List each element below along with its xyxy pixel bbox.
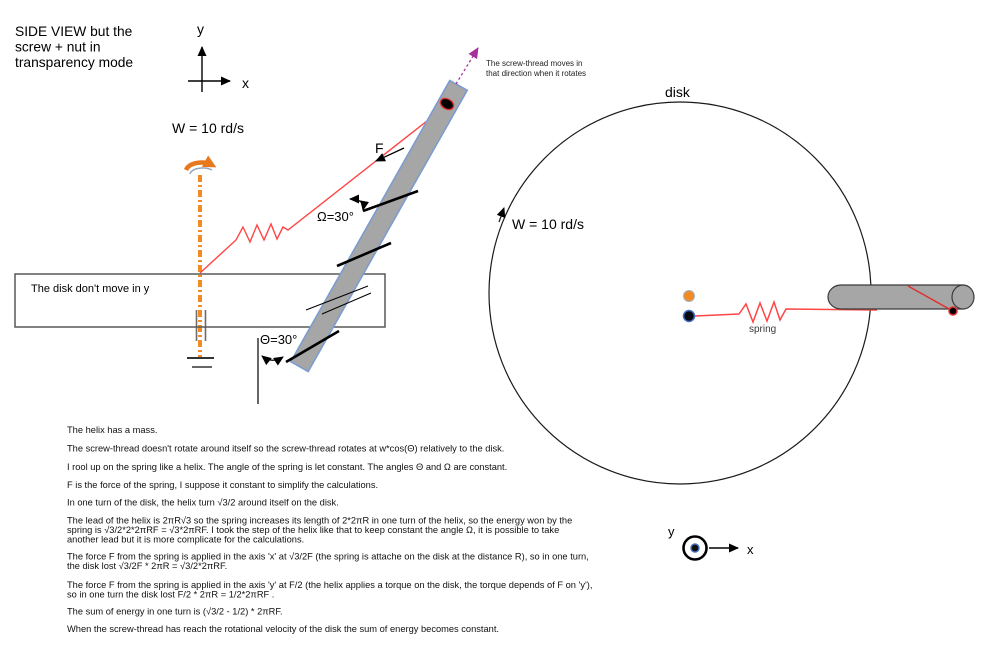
cylinder-end-cap (952, 285, 974, 309)
note-line: The lead of the helix is 2πR√3 so the spring increases its length of 2*2πR in one turn of the helix, so the energy won by the (67, 515, 573, 526)
force-label: F (375, 140, 384, 156)
note-line: another lead but it is more complicate for the calculations. (67, 534, 305, 545)
note-line: The force F from the spring is applied in the axis 'x' at √3/2F (the spring is attache on the disk at the distance R), so in one turn, (67, 551, 589, 562)
side-view-title-line: SIDE VIEW but the (15, 24, 133, 39)
y-axis-label: y (197, 21, 204, 37)
disk-angular-velocity-label: W = 10 rd/s (512, 216, 584, 232)
theta-angle-label: Θ=30° (260, 332, 298, 347)
angular-velocity-label: W = 10 rd/s (172, 120, 244, 136)
y-out-of-page-dot (691, 544, 699, 552)
front-view-axes (668, 524, 754, 560)
theta-angle-arc (262, 356, 283, 360)
notes-block (67, 425, 592, 634)
omega-angle-label: Ω=30° (317, 209, 354, 224)
cylinder-anchor-dot (949, 307, 957, 315)
disk-center-orange-dot (684, 291, 695, 302)
x-axis-label: x (747, 542, 754, 557)
note-line: I rool up on the spring like a helix. The angle of the spring is let constant. The angles Θ and Ω are constant. (67, 462, 508, 472)
side-view-title-line: transparency mode (15, 55, 134, 70)
ground-symbol (187, 358, 214, 367)
rotation-arrow-shadow (190, 168, 212, 174)
y-axis-label: y (668, 524, 675, 539)
disk-box-note: The disk don't move in y (31, 283, 150, 295)
side-view-axes (188, 21, 249, 92)
note-line: F is the force of the spring, I suppose it constant to simplify the calculations. (67, 480, 379, 490)
screw-thread-cylinder (828, 285, 974, 309)
note-line: The screw-thread doesn't rotate around itself so the screw-thread rotates at w*cos(Θ) relatively to the disk. (67, 443, 505, 454)
note-line: The force F from the spring is applied in the axis 'y' at F/2 (the helix applies a torque on the disk, the torque depends of F on 'y'), (67, 580, 593, 590)
spring-label: spring (749, 324, 777, 335)
thread-motion-note-line: The screw-thread moves in (486, 59, 583, 68)
note-line: so in one turn the disk lost F/2 * 2πR = 1/2*2πRF . (67, 589, 275, 600)
note-line: In one turn of the disk, the helix turn √3/2 around itself on the disk. (67, 497, 339, 508)
screw-rod (291, 81, 467, 372)
side-view-title-line: screw + nut in (15, 39, 101, 55)
note-line: When the screw-thread has reach the rotational velocity of the disk the sum of energy becomes constant. (67, 624, 500, 634)
note-line: The helix has a mass. (67, 425, 158, 435)
rotation-arrow-icon (186, 163, 212, 174)
thread-motion-note-line: that direction when it rotates (486, 69, 587, 78)
disk-center-black-dot (684, 311, 695, 322)
disk-label: disk (665, 84, 690, 100)
note-line: the disk lost √3/2F * 2πR = √3/2*2πRF. (67, 561, 228, 571)
disk-circle (489, 102, 871, 484)
x-axis-label: x (242, 75, 249, 91)
note-line: spring is √3/2*2*2πRF = √3*2πRF. I took the step of the helix like that to keep constant the angle Ω, it is possible to take (67, 525, 560, 535)
thread-motion-arrow (456, 48, 478, 84)
note-line: The sum of energy in one turn is (√3/2 - 1/2) * 2πRF. (67, 606, 283, 617)
